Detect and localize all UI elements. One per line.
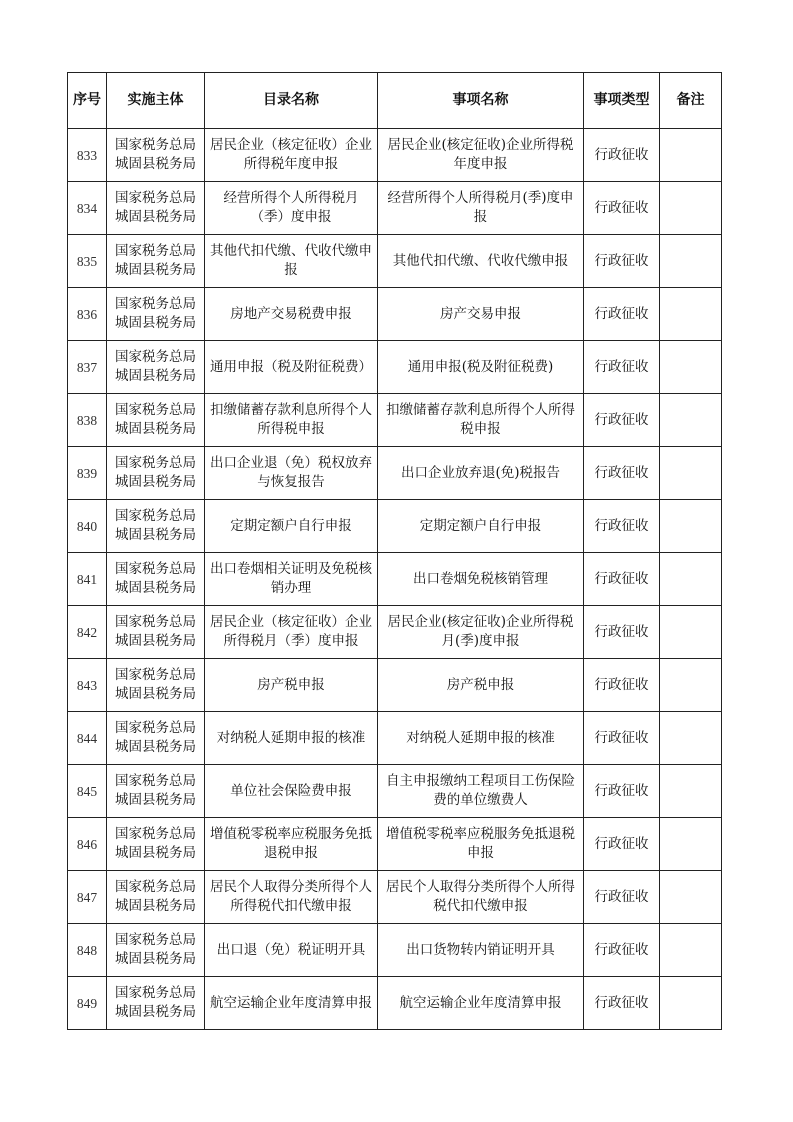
seq-cell: 844 — [68, 712, 107, 765]
item-cell: 居民企业(核定征收)企业所得税月(季)度申报 — [378, 606, 584, 659]
org-cell: 国家税务总局城固县税务局 — [107, 871, 205, 924]
note-cell — [660, 659, 722, 712]
seq-cell: 846 — [68, 818, 107, 871]
item-cell: 对纳税人延期申报的核准 — [378, 712, 584, 765]
note-cell — [660, 447, 722, 500]
table-row — [68, 553, 722, 606]
note-cell — [660, 235, 722, 288]
type-cell: 行政征收 — [584, 553, 660, 606]
item-cell: 居民个人取得分类所得个人所得税代扣代缴申报 — [378, 871, 584, 924]
header-catalog: 目录名称 — [205, 73, 378, 129]
item-cell: 出口企业放弃退(免)税报告 — [378, 447, 584, 500]
org-cell: 国家税务总局城固县税务局 — [107, 818, 205, 871]
header-type: 事项类型 — [584, 73, 660, 129]
header-seq: 序号 — [68, 73, 107, 129]
table-row — [68, 182, 722, 235]
item-cell: 经营所得个人所得税月(季)度申报 — [378, 182, 584, 235]
note-cell — [660, 341, 722, 394]
seq-cell: 834 — [68, 182, 107, 235]
table-row — [68, 924, 722, 977]
header-item: 事项名称 — [378, 73, 584, 129]
table-row — [68, 765, 722, 818]
org-cell: 国家税务总局城固县税务局 — [107, 765, 205, 818]
note-cell — [660, 924, 722, 977]
catalog-cell: 其他代扣代缴、代收代缴申报 — [205, 235, 378, 288]
seq-cell: 847 — [68, 871, 107, 924]
type-cell: 行政征收 — [584, 447, 660, 500]
item-cell: 定期定额户自行申报 — [378, 500, 584, 553]
note-cell — [660, 500, 722, 553]
table-row — [68, 977, 722, 1030]
catalog-cell: 增值税零税率应税服务免抵退税申报 — [205, 818, 378, 871]
note-cell — [660, 394, 722, 447]
org-cell: 国家税务总局城固县税务局 — [107, 235, 205, 288]
item-cell: 居民企业(核定征收)企业所得税年度申报 — [378, 129, 584, 182]
table-row — [68, 235, 722, 288]
table-row — [68, 129, 722, 182]
org-cell: 国家税务总局城固县税务局 — [107, 182, 205, 235]
seq-cell: 848 — [68, 924, 107, 977]
seq-cell: 840 — [68, 500, 107, 553]
type-cell: 行政征收 — [584, 659, 660, 712]
catalog-cell: 单位社会保险费申报 — [205, 765, 378, 818]
table-row — [68, 659, 722, 712]
table-row — [68, 500, 722, 553]
note-cell — [660, 288, 722, 341]
item-cell: 自主申报缴纳工程项目工伤保险费的单位缴费人 — [378, 765, 584, 818]
note-cell — [660, 977, 722, 1030]
note-cell — [660, 818, 722, 871]
catalog-cell: 经营所得个人所得税月（季）度申报 — [205, 182, 378, 235]
item-cell: 房产交易申报 — [378, 288, 584, 341]
seq-cell: 836 — [68, 288, 107, 341]
item-cell: 房产税申报 — [378, 659, 584, 712]
note-cell — [660, 712, 722, 765]
table-row — [68, 288, 722, 341]
note-cell — [660, 182, 722, 235]
seq-cell: 843 — [68, 659, 107, 712]
type-cell: 行政征收 — [584, 712, 660, 765]
table-row — [68, 341, 722, 394]
org-cell: 国家税务总局城固县税务局 — [107, 553, 205, 606]
type-cell: 行政征收 — [584, 394, 660, 447]
catalog-cell: 出口退（免）税证明开具 — [205, 924, 378, 977]
org-cell: 国家税务总局城固县税务局 — [107, 606, 205, 659]
org-cell: 国家税务总局城固县税务局 — [107, 129, 205, 182]
table-row — [68, 712, 722, 765]
type-cell: 行政征收 — [584, 288, 660, 341]
item-cell: 出口货物转内销证明开具 — [378, 924, 584, 977]
seq-cell: 838 — [68, 394, 107, 447]
type-cell: 行政征收 — [584, 235, 660, 288]
table-row — [68, 606, 722, 659]
item-cell: 增值税零税率应税服务免抵退税申报 — [378, 818, 584, 871]
type-cell: 行政征收 — [584, 818, 660, 871]
type-cell: 行政征收 — [584, 606, 660, 659]
note-cell — [660, 871, 722, 924]
table-body — [68, 129, 722, 1030]
item-cell: 出口卷烟免税核销管理 — [378, 553, 584, 606]
catalog-cell: 对纳税人延期申报的核准 — [205, 712, 378, 765]
org-cell: 国家税务总局城固县税务局 — [107, 924, 205, 977]
type-cell: 行政征收 — [584, 500, 660, 553]
org-cell: 国家税务总局城固县税务局 — [107, 288, 205, 341]
org-cell: 国家税务总局城固县税务局 — [107, 977, 205, 1030]
table-row — [68, 447, 722, 500]
seq-cell: 841 — [68, 553, 107, 606]
header-org: 实施主体 — [107, 73, 205, 129]
seq-cell: 849 — [68, 977, 107, 1030]
type-cell: 行政征收 — [584, 182, 660, 235]
org-cell: 国家税务总局城固县税务局 — [107, 659, 205, 712]
catalog-cell: 出口企业退（免）税权放弃与恢复报告 — [205, 447, 378, 500]
org-cell: 国家税务总局城固县税务局 — [107, 712, 205, 765]
org-cell: 国家税务总局城固县税务局 — [107, 447, 205, 500]
catalog-cell: 居民个人取得分类所得个人所得税代扣代缴申报 — [205, 871, 378, 924]
type-cell: 行政征收 — [584, 977, 660, 1030]
org-cell: 国家税务总局城固县税务局 — [107, 341, 205, 394]
catalog-cell: 定期定额户自行申报 — [205, 500, 378, 553]
seq-cell: 842 — [68, 606, 107, 659]
item-cell: 扣缴储蓄存款利息所得个人所得税申报 — [378, 394, 584, 447]
catalog-cell: 扣缴储蓄存款利息所得个人所得税申报 — [205, 394, 378, 447]
type-cell: 行政征收 — [584, 129, 660, 182]
seq-cell: 839 — [68, 447, 107, 500]
catalog-cell: 出口卷烟相关证明及免税核销办理 — [205, 553, 378, 606]
seq-cell: 845 — [68, 765, 107, 818]
type-cell: 行政征收 — [584, 924, 660, 977]
note-cell — [660, 765, 722, 818]
type-cell: 行政征收 — [584, 341, 660, 394]
item-cell: 航空运输企业年度清算申报 — [378, 977, 584, 1030]
catalog-cell: 通用申报（税及附征税费） — [205, 341, 378, 394]
matters-table — [67, 72, 722, 1030]
org-cell: 国家税务总局城固县税务局 — [107, 500, 205, 553]
catalog-cell: 航空运输企业年度清算申报 — [205, 977, 378, 1030]
seq-cell: 833 — [68, 129, 107, 182]
catalog-cell: 房地产交易税费申报 — [205, 288, 378, 341]
table-header — [68, 73, 722, 129]
type-cell: 行政征收 — [584, 765, 660, 818]
type-cell: 行政征收 — [584, 871, 660, 924]
table-row — [68, 818, 722, 871]
note-cell — [660, 129, 722, 182]
item-cell: 其他代扣代缴、代收代缴申报 — [378, 235, 584, 288]
catalog-cell: 居民企业（核定征收）企业所得税月（季）度申报 — [205, 606, 378, 659]
item-cell: 通用申报(税及附征税费) — [378, 341, 584, 394]
table-row — [68, 394, 722, 447]
catalog-cell: 居民企业（核定征收）企业所得税年度申报 — [205, 129, 378, 182]
seq-cell: 835 — [68, 235, 107, 288]
header-note: 备注 — [660, 73, 722, 129]
note-cell — [660, 553, 722, 606]
catalog-cell: 房产税申报 — [205, 659, 378, 712]
org-cell: 国家税务总局城固县税务局 — [107, 394, 205, 447]
table-row — [68, 871, 722, 924]
note-cell — [660, 606, 722, 659]
seq-cell: 837 — [68, 341, 107, 394]
